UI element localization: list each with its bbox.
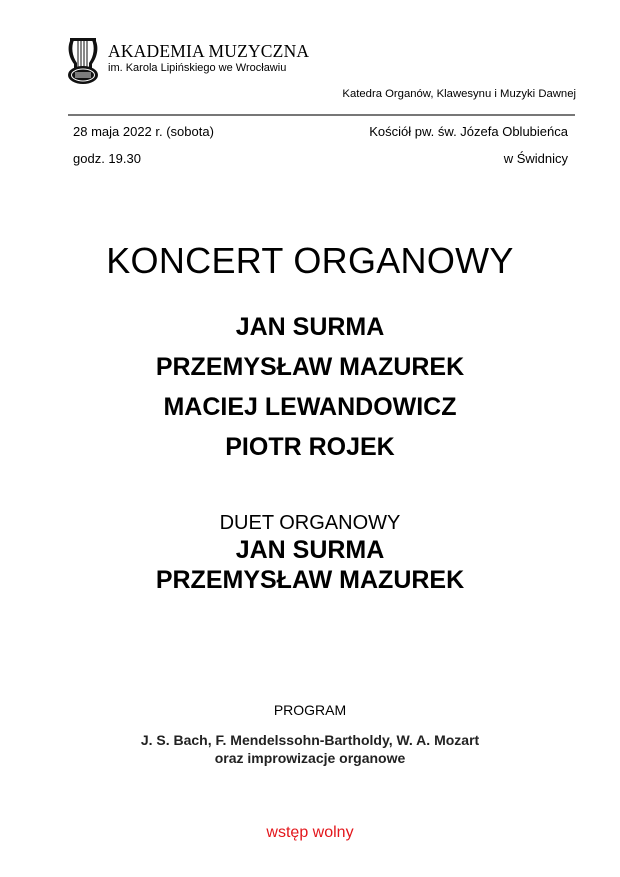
program-composers: J. S. Bach, F. Mendelssohn-Bartholdy, W. A. Mozart bbox=[140, 732, 480, 748]
duet-heading: DUET ORGANOWY bbox=[219, 512, 401, 534]
duet-member-name: JAN SURMA bbox=[235, 536, 385, 564]
duet-member-name: PRZEMYSŁAW MAZUREK bbox=[155, 566, 465, 594]
academy-subtitle: im. Karola Lipińskiego we Wrocławiu bbox=[108, 62, 287, 74]
program-heading: PROGRAM bbox=[273, 702, 347, 718]
performer-name: PIOTR ROJEK bbox=[225, 433, 395, 461]
performer-name: JAN SURMA bbox=[235, 313, 385, 341]
performer-name: PRZEMYSŁAW MAZUREK bbox=[155, 353, 465, 381]
admission-note: wstęp wolny bbox=[266, 824, 354, 841]
lyre-icon bbox=[66, 36, 100, 86]
performer-name: MACIEJ LEWANDOWICZ bbox=[163, 393, 457, 421]
event-venue: Kościół pw. św. Józefa Oblubieńca bbox=[369, 124, 568, 139]
event-time: godz. 19.30 bbox=[73, 151, 141, 166]
academy-name: AKADEMIA MUZYCZNA bbox=[108, 41, 310, 61]
event-date: 28 maja 2022 r. (sobota) bbox=[73, 124, 214, 139]
department-name: Katedra Organów, Klawesynu i Muzyki Dawnej bbox=[342, 88, 576, 100]
event-town: w Świdnicy bbox=[503, 151, 568, 166]
concert-title: KONCERT ORGANOWY bbox=[106, 240, 514, 281]
header-divider bbox=[68, 114, 575, 116]
program-improvisations: oraz improwizacje organowe bbox=[214, 750, 406, 766]
